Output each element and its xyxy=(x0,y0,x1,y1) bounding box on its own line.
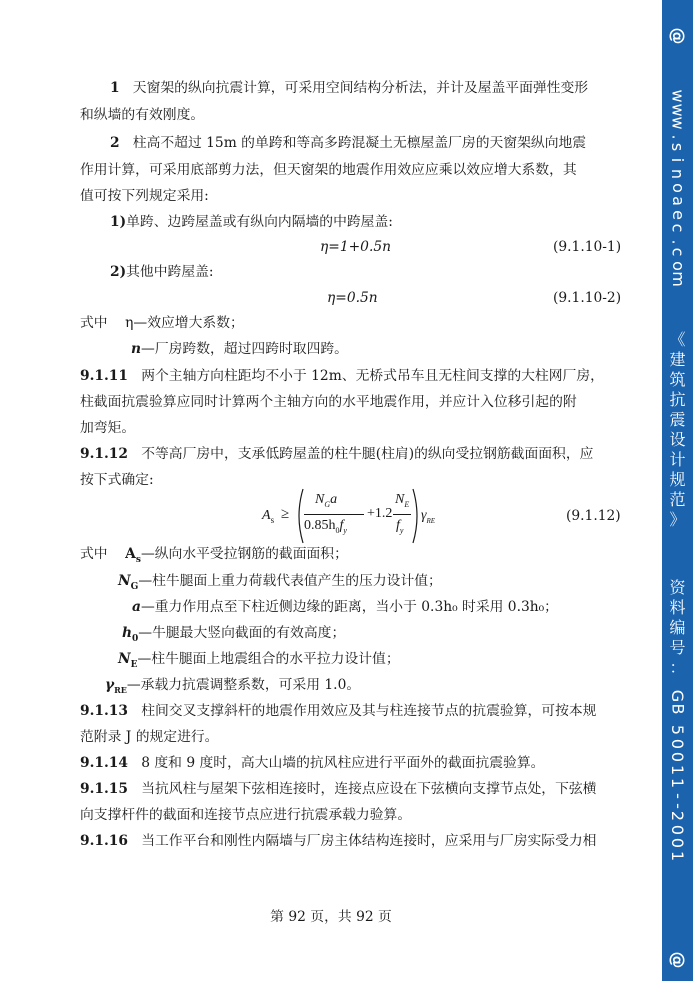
clause-9-1-15-line-1: 9.1.15 当抗风柱与屋架下弦相连接时，连接点应设在下弦横向支撑节点处，下弦横 xyxy=(80,781,597,797)
where-h0: $h_0—$牛腿最大竖向截面的有效高度； xyxy=(122,625,346,644)
clause-9-1-12-line-2: 按下式确定: xyxy=(80,472,154,488)
item-1-line-1: 1 天窗架的纵向抗震计算，可采用空间结构分析法，并计及屋盖平面弹性变形 xyxy=(110,80,589,96)
item-1-line-2: 和纵墙的有效刚度。 xyxy=(80,107,205,123)
item-2-line-1: 2 柱高不超过 15m 的单跨和等高多跨混凝土无檩屋盖厂房的天窗架纵向地震 xyxy=(110,135,587,151)
item-2-line-3: 值可按下列规定采用: xyxy=(80,188,209,204)
where-NE: $N_E—$柱牛腿面上地震组合的水平拉力设计值； xyxy=(118,651,400,670)
equation-9-1-10-1: η=1+0.5n xyxy=(320,239,391,255)
equation-number-3: (9.1.12) xyxy=(566,508,621,524)
clause-9-1-11-line-2: 柱截面抗震验算应同时计算两个主轴方向的水平地震作用，并应计入位移引起的附 xyxy=(80,394,577,410)
formula-9-1-12: $A_s$ ≥ $N_Ga$ $0.85h_0f_y$ +1.2 $N_E$ $f_y$ $\gamma_{RE}$ xyxy=(262,486,432,546)
page-footer: 第 92 页，共 92 页 xyxy=(270,909,392,925)
clause-9-1-12-line-1: 9.1.12 不等高厂房中，支承低跨屋盖的柱牛腿(柱肩)的纵向受拉钢筋截面面积，应 xyxy=(80,446,594,462)
clause-9-1-15-line-2: 向支撑杆件的截面和连接节点应进行抗震承载力验算。 xyxy=(80,807,412,823)
clause-9-1-13-line-2: 范附录 J 的规定进行。 xyxy=(80,729,219,745)
equation-9-1-10-2: η=0.5n xyxy=(327,290,378,306)
clause-9-1-11-line-1: 9.1.11 两个主轴方向柱距均不小于 12m、无桥式吊车且无柱间支撑的大柱网厂房， xyxy=(80,368,604,384)
where-eta: 式中 η—效应增大系数； xyxy=(80,315,244,331)
sub-item-2: 2)其他中跨屋盖: xyxy=(110,264,214,280)
at-icon-bottom: @ xyxy=(667,951,688,969)
clause-9-1-14: 9.1.14 8 度和 9 度时，高大山墙的抗风柱应进行平面外的截面抗震验算。 xyxy=(80,755,545,771)
where-a: a—重力作用点至下柱近侧边缘的距离，当小于 0.3h₀ 时采用 0.3h₀； xyxy=(132,599,558,615)
side-banner-text: w w w . s i n o a e c . c o m 《 建 筑 抗 震 设 计 规 范 》 资 料 编 号 ： G B 5 0 0 1 1 - - 2 0 0 1 xyxy=(668,89,688,862)
clause-9-1-16-line-1: 9.1.16 当工作平台和刚性内隔墙与厂房主体结构连接时，应采用与厂房实际受力相 xyxy=(80,833,597,849)
where-As: 式中 $A_s—$纵向水平受拉钢筋的截面面积； xyxy=(80,546,348,565)
item-2-line-2: 作用计算，可采用底部剪力法，但天窗架的地震作用效应应乘以效应增大系数，其 xyxy=(80,162,577,178)
left-paren-icon xyxy=(294,488,304,544)
where-NG: $N_G—$柱牛腿面上重力荷载代表值产生的压力设计值； xyxy=(118,573,442,592)
clause-9-1-11-line-3: 加弯矩。 xyxy=(80,420,136,436)
at-icon-top: @ xyxy=(667,27,688,45)
equation-number-1: (9.1.10-1) xyxy=(553,239,622,255)
where-n: n—厂房跨数，超过四跨时取四跨。 xyxy=(131,341,348,357)
where-gamma-RE: $\gamma_{RE}—$承载力抗震调整系数，可采用 1.0。 xyxy=(105,677,361,695)
equation-number-2: (9.1.10-2) xyxy=(553,290,622,306)
side-banner xyxy=(662,0,693,981)
clause-9-1-13-line-1: 9.1.13 柱间交叉支撑斜杆的地震作用效应及其与柱连接节点的抗震验算，可按本规 xyxy=(80,703,597,719)
sub-item-1: 1)单跨、边跨屋盖或有纵向内隔墙的中跨屋盖: xyxy=(110,214,393,230)
